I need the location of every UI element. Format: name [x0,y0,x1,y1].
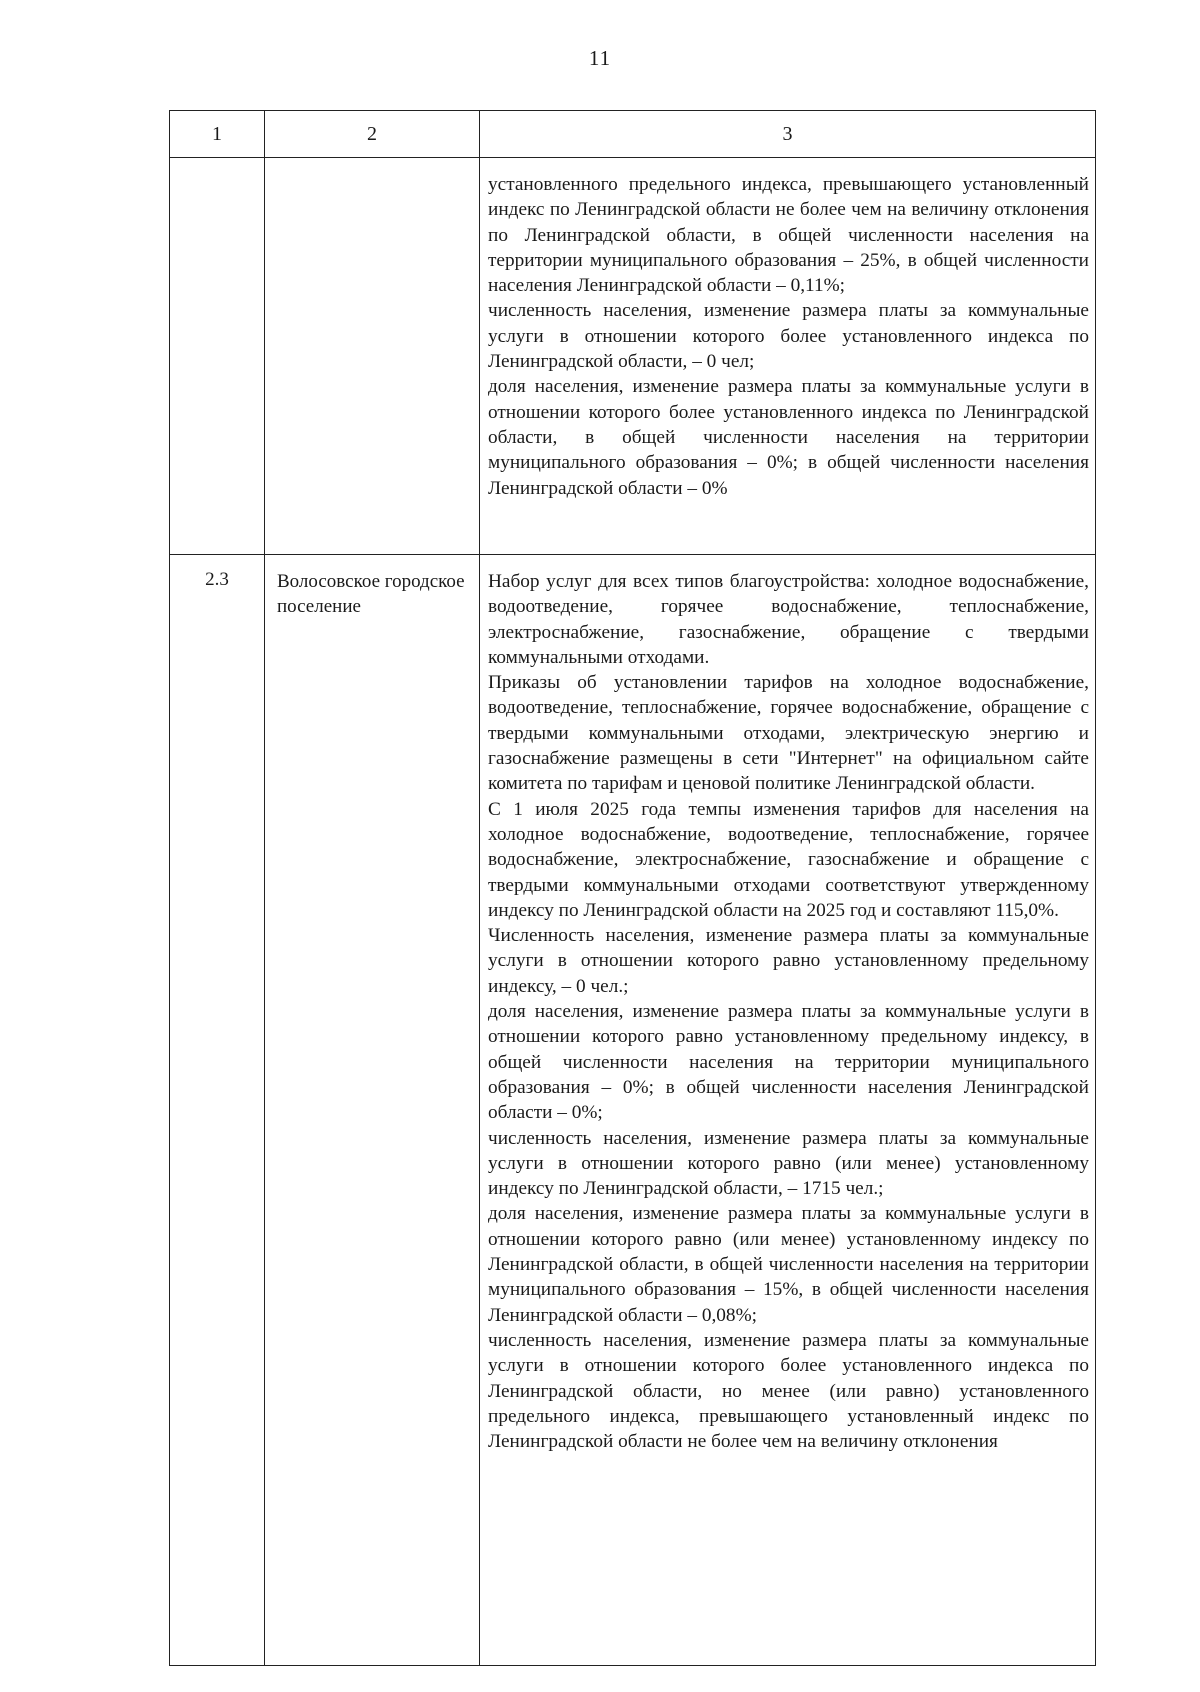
paragraph: доля населения, изменение размера платы за коммунальные услуги в отношении которого более установленного индекса по Ленинградской области, в общей численности населения на территории муниципального образования – 0%; в общей численности населения Ленинградской области – 0% [488,376,1089,499]
column-header-2: 2 [265,111,480,158]
row-number-cell: 2.3 [170,555,265,1666]
municipality-name-cell [265,158,480,555]
paragraph: численность населения, изменение размера платы за коммунальные услуги в отношении которого более установленного индекса по Ленинградской области, но менее (или равно) установленного предельного индекса, превышающего установленный индекс по Ленинградской области не более чем на величину отклонения [488,1329,1089,1453]
table-row [170,555,1096,1666]
paragraph: доля населения, изменение размера платы за коммунальные услуги в отношении которого равно установленному предельному индексу, в общей численности населения на территории муниципального образования – 0%; в общей численности населения Ленинградской области – 0%; [488,1001,1089,1124]
description-cell [480,158,1096,555]
paragraph: установленного предельного индекса, превышающего установленный индекс по Ленинградской области не более чем на величину отклонения по Ленинградской области, в общей численности населения на территории муниципального образования – 25%, в общей численности населения Ленинградской области – 0,11%; [488,174,1089,297]
paragraph: численность населения, изменение размера платы за коммунальные услуги в отношении которого равно (или менее) установленному индексу по Ленинградской области, – 1715 чел.; [488,1127,1089,1200]
page-number: 11 [588,46,612,70]
description-cell [480,555,1096,1666]
paragraph: доля населения, изменение размера платы за коммунальные услуги в отношении которого равно (или менее) установленному индексу по Ленинградской области, в общей численности населения на территории муниципального образования – 15%, в общей численности населения Ленинградской области – 0,08%; [488,1203,1089,1326]
table-row [170,158,1096,555]
column-header-3: 3 [480,111,1096,158]
paragraph: численность населения, изменение размера платы за коммунальные услуги в отношении которого более установленного индекса по Ленинградской области, – 0 чел; [488,300,1089,373]
table-header-row [170,111,1096,158]
row-number-cell [170,158,265,555]
paragraph: Численность населения, изменение размера платы за коммунальные услуги в отношении которого равно установленному предельному индексу, – 0 чел.; [488,925,1089,997]
paragraph: С 1 июля 2025 года темпы изменения тарифов для населения на холодное водоснабжение, водоотведение, теплоснабжение, горячее водоснабжение, электроснабжение, газоснабжение и обращение с твердыми коммунальными отходами соответствуют утвержденному индексу по Ленинградской области на 2025 год и составляют 115,0%. [488,798,1089,921]
column-header-1: 1 [170,111,265,158]
data-table [169,110,1096,1666]
paragraph: Приказы об установлении тарифов на холодное водоснабжение, водоотведение, теплоснабжение, горячее водоснабжение, обращение с твердыми коммунальными отходами, электрическую энергию и газоснабжение размещены в сети "Интернет" на официальном сайте комитета по тарифам и ценовой политике Ленинградской области. [488,672,1089,795]
municipality-name-cell: Волосовское городское поселение [265,555,480,1666]
paragraph: Набор услуг для всех типов благоустройства: холодное водоснабжение, водоотведение, горячее водоснабжение, теплоснабжение, электроснабжение, газоснабжение, обращение с твердыми коммунальными отходами. [488,571,1089,668]
